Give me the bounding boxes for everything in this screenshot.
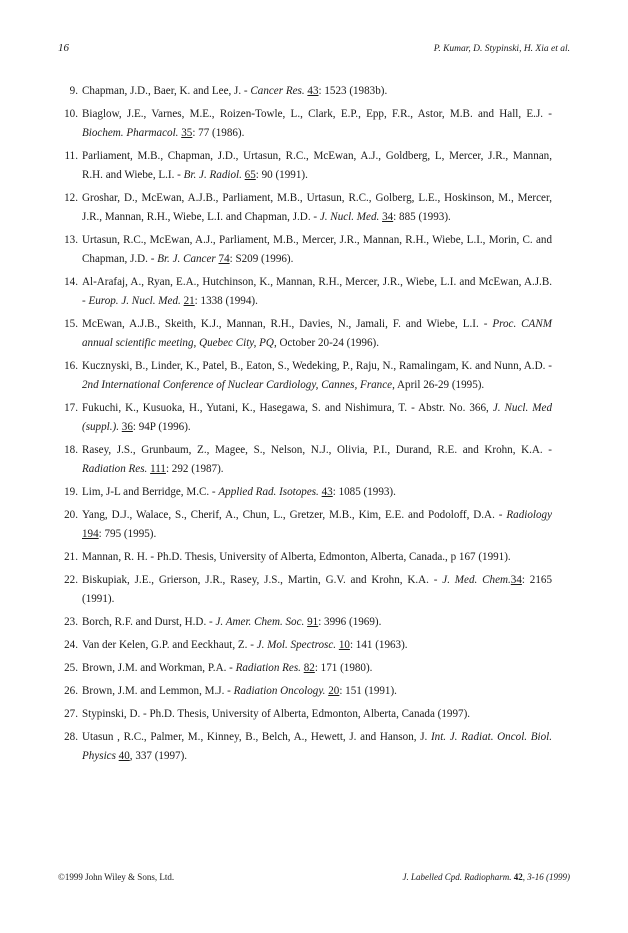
journal-name: J. Labelled Cpd. Radiopharm. <box>402 872 512 882</box>
volume-number: 65 <box>244 169 256 181</box>
reference-number: 9. <box>69 85 78 97</box>
reference-item <box>56 659 552 678</box>
reference-text <box>82 548 552 567</box>
reference-item <box>56 682 552 701</box>
reference-item <box>56 399 552 437</box>
journal-title: Proc. CANM annual scientific meeting, Quebec City, PQ <box>82 318 552 349</box>
journal-pages: , 3-16 (1999) <box>522 872 570 882</box>
journal-title: Int. J. Radiat. Oncol. Biol. Physics <box>82 731 552 762</box>
citation-text: Van der Kelen, G.P. and Eeckhaut, Z. - <box>82 639 257 651</box>
volume-number: 74 <box>218 253 230 265</box>
reference-item <box>56 231 552 269</box>
reference-number: 13. <box>64 234 78 246</box>
page-number: 16 <box>58 42 69 54</box>
reference-text <box>82 728 552 766</box>
citation-text: : 795 (1995). <box>98 528 157 540</box>
citation-text: , 337 (1997). <box>129 750 188 762</box>
journal-title: 2nd International Conference of Nuclear Cardiology, Cannes, France <box>82 379 393 391</box>
citation-text: , October 20-24 (1996). <box>273 337 379 349</box>
reference-text <box>82 571 552 609</box>
reference-number: 10. <box>64 108 78 120</box>
citation-text: : 292 (1987). <box>165 463 224 475</box>
volume-number: 10 <box>338 639 350 651</box>
reference-text <box>82 636 552 655</box>
reference-text <box>82 613 552 632</box>
citation-text: : 885 (1993). <box>393 211 451 223</box>
citation-text: Utasun , R.C., Palmer, M., Kinney, B., Belch, A., Hewett, J. and Hanson, J. <box>82 731 431 743</box>
volume-number: 20 <box>328 685 340 697</box>
reference-text <box>82 105 552 143</box>
reference-number: 15. <box>64 318 78 330</box>
citation-text: Brown, J.M. and Workman, P.A. - <box>82 662 236 674</box>
citation-text: : 77 (1986). <box>192 127 245 139</box>
reference-item <box>56 315 552 353</box>
reference-text <box>82 483 552 502</box>
reference-text <box>82 399 552 437</box>
citation-text: Yang, D.J., Walace, S., Cherif, A., Chun, L., Gretzer, M.B., Kim, E.E. and Podoloff, D.A. - <box>82 509 507 521</box>
reference-item <box>56 636 552 655</box>
reference-number: 24. <box>64 639 78 651</box>
volume-number: 34 <box>510 574 522 586</box>
volume-number: 36 <box>121 421 133 433</box>
reference-text <box>82 315 552 353</box>
citation-text: Biskupiak, J.E., Grierson, J.R., Rasey, J.S., Martin, G.V. and Krohn, K.A. - <box>82 574 443 586</box>
citation-text: : 1523 (1983b). <box>318 85 388 97</box>
reference-item <box>56 105 552 143</box>
reference-number: 12. <box>64 192 78 204</box>
reference-text <box>82 82 552 101</box>
reference-text <box>82 147 552 185</box>
reference-number: 14. <box>64 276 78 288</box>
journal-title: Br. J. Radiol. <box>183 169 242 181</box>
reference-item <box>56 728 552 766</box>
reference-number: 11. <box>64 150 78 162</box>
reference-text <box>82 273 552 311</box>
reference-number: 27. <box>64 708 78 720</box>
journal-title: Radiation Res. <box>82 463 148 475</box>
reference-number: 28. <box>64 731 78 743</box>
journal-title: Br. J. Cancer <box>157 253 216 265</box>
citation-text: , April 26-29 (1995). <box>392 379 485 391</box>
citation-text: Fukuchi, K., Kusuoka, H., Yutani, K., Hasegawa, S. and Nishimura, T. - Abstr. No. 366, <box>82 402 493 414</box>
citation-text: : 171 (1980). <box>314 662 373 674</box>
journal-title: Radiation Oncology. <box>233 685 326 697</box>
journal-title: Radiation Res. <box>235 662 301 674</box>
reference-item <box>56 571 552 609</box>
reference-item <box>56 82 552 101</box>
reference-item <box>56 506 552 544</box>
reference-number: 25. <box>64 662 78 674</box>
journal-title: J. Mol. Spectrosc. <box>256 639 337 651</box>
reference-list <box>56 82 552 770</box>
citation-text: : 2165 (1991). <box>82 574 552 605</box>
running-head: P. Kumar, D. Stypinski, H. Xia et al. <box>433 44 570 54</box>
citation-text: Urtasun, R.C., McEwan, A.J., Parliament, M.B., Mercer, J.R., Mannan, R.H., Wiebe, L.I., Morin, C. and Chapman, J.D. - <box>82 234 552 265</box>
citation-text: Lim, J-L and Berridge, M.C. - <box>82 486 219 498</box>
volume-number: 194 <box>82 528 99 540</box>
reference-item <box>56 483 552 502</box>
journal-title: Europ. J. Nucl. Med. <box>88 295 181 307</box>
volume-number: 34 <box>382 211 394 223</box>
volume-number: 91 <box>307 616 319 628</box>
citation-text: : 3996 (1969). <box>318 616 382 628</box>
citation-text: : 1085 (1993). <box>332 486 396 498</box>
reference-item <box>56 548 552 567</box>
citation-text: : 141 (1963). <box>349 639 408 651</box>
volume-number: 43 <box>307 85 319 97</box>
reference-number: 21. <box>64 551 78 563</box>
citation-text: Stypinski, D. - Ph.D. Thesis, University of Alberta, Edmonton, Alberta, Canada (1997). <box>82 708 471 720</box>
volume-number: 43 <box>321 486 333 498</box>
journal-title: J. Amer. Chem. Soc. <box>215 616 305 628</box>
citation-text: : 1338 (1994). <box>194 295 258 307</box>
reference-text <box>82 189 552 227</box>
reference-number: 16. <box>64 360 78 372</box>
journal-title: Biochem. Pharmacol. <box>82 127 179 139</box>
reference-number: 26. <box>64 685 78 697</box>
volume-number: 40 <box>118 750 130 762</box>
reference-text <box>82 441 552 479</box>
citation-text: Brown, J.M. and Lemmon, M.J. - <box>82 685 234 697</box>
citation-text: Biaglow, J.E., Varnes, M.E., Roizen-Towle, L., Clark, E.P., Epp, F.R., Astor, M.B. and Hall, E.J. - <box>82 108 552 120</box>
journal-title: J. Nucl. Med (suppl.). <box>82 402 552 433</box>
citation-text: Mannan, R. H. - Ph.D. Thesis, University of Alberta, Edmonton, Alberta, Canada., p 167 (1991). <box>82 551 511 563</box>
reference-item <box>56 147 552 185</box>
journal-title: J. Nucl. Med. <box>319 211 380 223</box>
citation-text: Chapman, J.D., Baer, K. and Lee, J. - <box>82 85 251 97</box>
journal-title: J. Med. Chem. <box>442 574 511 586</box>
reference-number: 17. <box>64 402 78 414</box>
copyright-notice: ©1999 John Wiley & Sons, Ltd. <box>58 872 175 882</box>
journal-volume: 42 <box>513 872 523 882</box>
reference-text <box>82 659 552 678</box>
citation-text: : 151 (1991). <box>339 685 397 697</box>
reference-number: 19. <box>64 486 78 498</box>
reference-text <box>82 506 552 544</box>
journal-title: Radiology <box>506 509 552 521</box>
citation-text: Al-Arafaj, A., Ryan, E.A., Hutchinson, K., Mannan, R.H., Mercer, J.R., Wiebe, L.I. and McEwan, A.J.B. - <box>82 276 552 307</box>
reference-item <box>56 613 552 632</box>
citation-text: McEwan, A.J.B., Skeith, K.J., Mannan, R.H., Davies, N., Jamali, F. and Wiebe, L.I. - <box>82 318 493 330</box>
reference-text <box>82 682 552 701</box>
reference-item <box>56 273 552 311</box>
reference-number: 22. <box>64 574 78 586</box>
reference-item <box>56 441 552 479</box>
reference-number: 20. <box>64 509 78 521</box>
volume-number: 21 <box>183 295 195 307</box>
citation-text: : 94P (1996). <box>132 421 191 433</box>
volume-number: 111 <box>150 463 166 475</box>
journal-title: Cancer Res. <box>250 85 305 97</box>
reference-number: 23. <box>64 616 78 628</box>
citation-text: Borch, R.F. and Durst, H.D. - <box>82 616 216 628</box>
journal-title: Applied Rad. Isotopes. <box>218 486 319 498</box>
reference-text <box>82 357 552 395</box>
reference-item <box>56 189 552 227</box>
citation-text: Parliament, M.B., Chapman, J.D., Urtasun, R.C., McEwan, A.J., Goldberg, L, Mercer, J.R., Mannan, R.H. and Wiebe, L.I. - <box>82 150 552 181</box>
citation-text: : S209 (1996). <box>229 253 294 265</box>
journal-citation <box>403 872 571 882</box>
reference-text <box>82 705 552 724</box>
reference-text <box>82 231 552 269</box>
volume-number: 35 <box>181 127 193 139</box>
citation-text: Groshar, D., McEwan, A.J.B., Parliament, M.B., Urtasun, R.C., Golberg, L.E., Hoskinson, M., Mercer, J.R., Mannan, R.H., Wiebe, L.I. and Chapman, J.D. - <box>82 192 552 223</box>
reference-number: 18. <box>64 444 78 456</box>
reference-item <box>56 357 552 395</box>
reference-item <box>56 705 552 724</box>
citation-text: Kucznyski, B., Linder, K., Patel, B., Eaton, S., Wedeking, P., Raju, N., Ramalingam, K. and Nunn, A.D. - <box>82 360 552 372</box>
citation-text: Rasey, J.S., Grunbaum, Z., Magee, S., Nelson, N.J., Olivia, P.I., Durand, R.E. and Krohn, K.A. - <box>82 444 552 456</box>
citation-text: : 90 (1991). <box>255 169 308 181</box>
volume-number: 82 <box>303 662 315 674</box>
